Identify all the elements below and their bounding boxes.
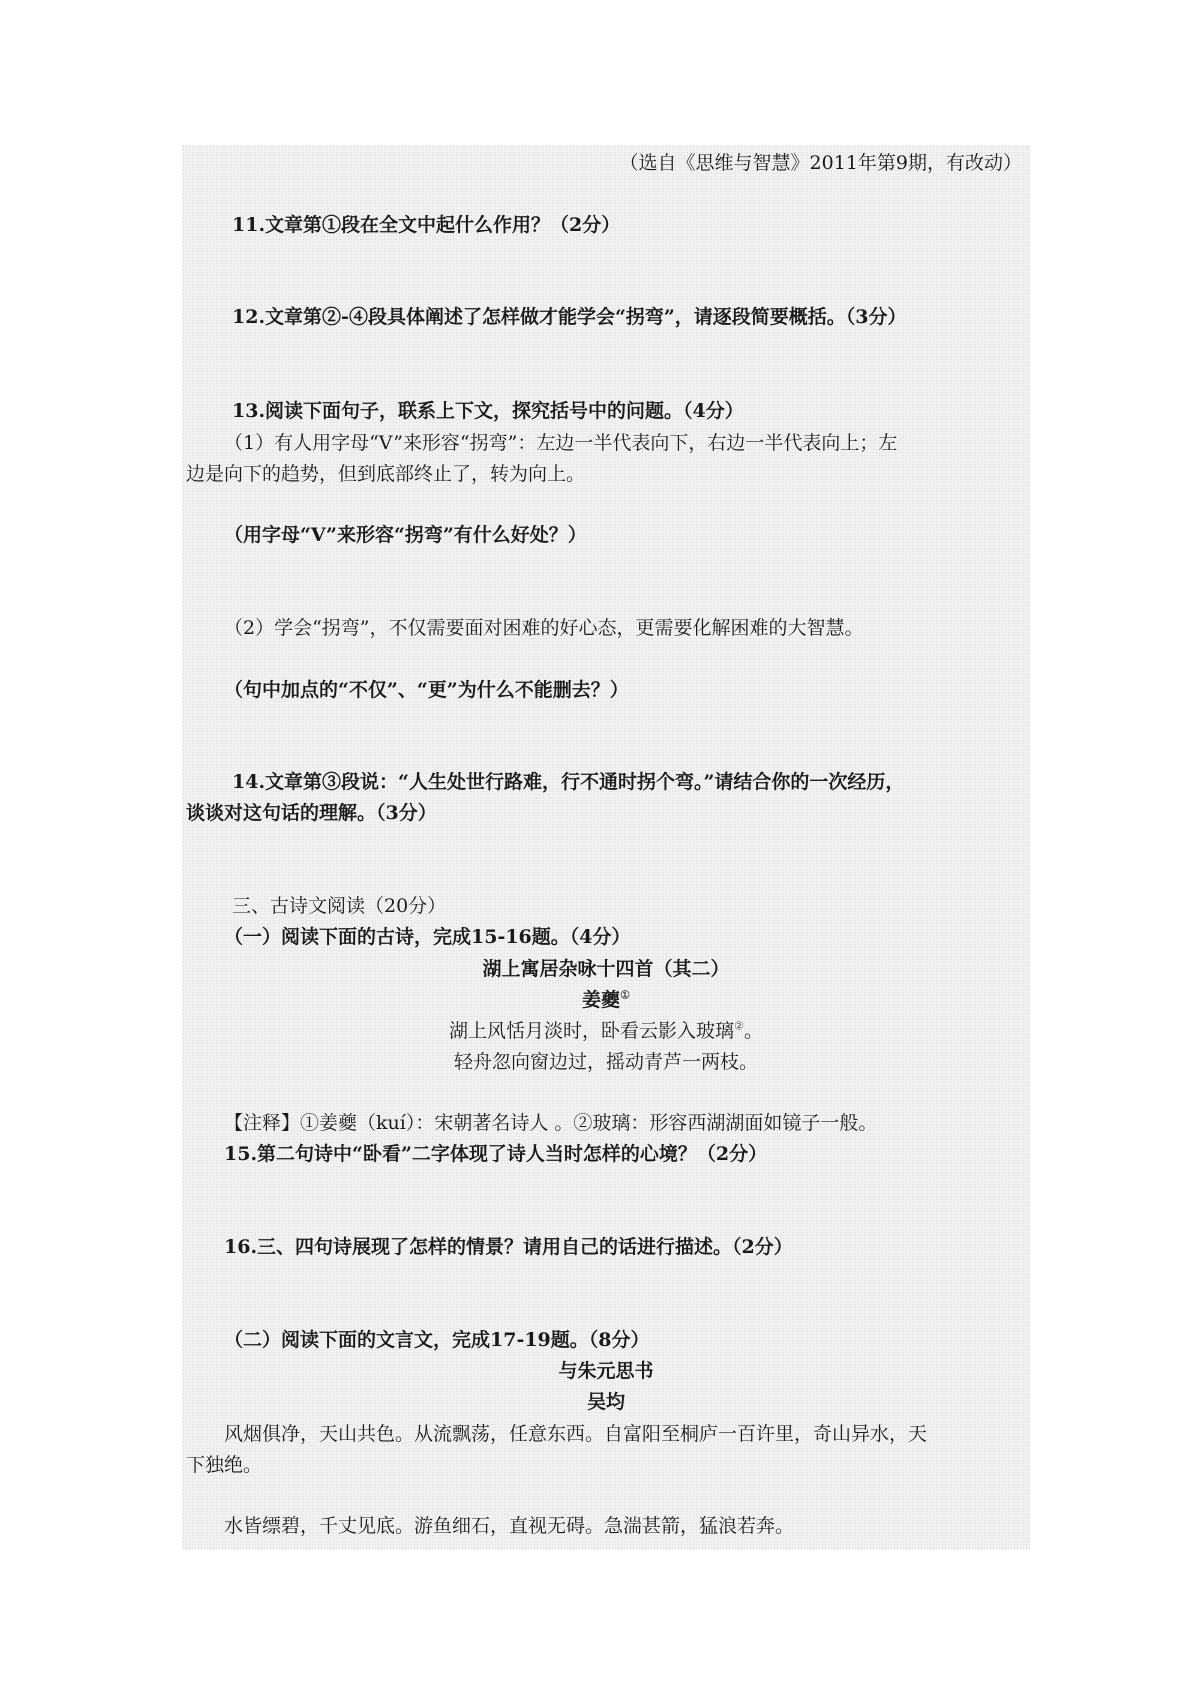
question-13-1-prompt: （用字母“V”来形容“拐弯”有什么好处？） [224, 524, 587, 546]
question-15: 15.第二句诗中“卧看”二字体现了诗人当时怎样的心境？（2分） [224, 1143, 768, 1165]
question-13-2-prompt: （句中加点的“不仅”、“更”为什么不能删去？） [224, 679, 629, 701]
question-12: 12.文章第②-④段具体阐述了怎样做才能学会“拐弯”，请逐段简要概括。（3分） [232, 306, 907, 328]
section-3-heading: 三、古诗文阅读（20分） [232, 895, 447, 917]
poem-line-1-end: 。 [743, 1020, 763, 1042]
prose-paragraph-1-line2: 下独绝。 [186, 1454, 263, 1476]
question-13-1-line2: 边是向下的趋势，但到底部终止了，转为向上。 [186, 463, 586, 485]
poem-line-1-note: ② [734, 1019, 744, 1033]
prose-author: 吴均 [586, 1391, 625, 1413]
part-1-heading: （一）阅读下面的古诗，完成15-16题。（4分） [224, 926, 631, 948]
poem-author-line [182, 987, 1030, 1013]
question-14-line1: 14.文章第③段说：“人生处世行路难，行不通时拐个弯。”请结合你的一次经历， [232, 771, 905, 793]
poem-annotation: 【注释】①姜夔（kuí）：宋朝著名诗人 。②玻璃：形容西湖湖面如镜子一般。 [224, 1112, 878, 1134]
question-13: 13.阅读下面句子，联系上下文，探究括号中的问题。（4分） [232, 400, 744, 422]
question-13-2-line: （2）学会“拐弯”，不仅需要面对困难的好心态，更需要化解困难的大智慧。 [224, 617, 864, 639]
prose-paragraph-2: 水皆缥碧，千丈见底。游鱼细石，直视无碍。急湍甚箭，猛浪若奔。 [224, 1515, 795, 1537]
poem-author: 姜夔 [582, 989, 621, 1011]
question-13-1-line1: （1）有人用字母“V”来形容“拐弯”：左边一半代表向下，右边一半代表向上；左 [224, 432, 898, 454]
poem-author-note: ① [620, 988, 630, 1002]
question-11: 11.文章第①段在全文中起什么作用？（2分） [232, 214, 621, 236]
poem-line-1 [182, 1018, 1030, 1044]
question-14-line2: 谈谈对这句话的理解。（3分） [186, 802, 437, 824]
source-note: （选自《思维与智慧》2011年第9期，有改动） [619, 152, 1022, 174]
part-2-heading: （二）阅读下面的文言文，完成17-19题。（8分） [224, 1329, 650, 1351]
prose-paragraph-1-line1: 风烟俱净，天山共色。从流飘荡，任意东西。自富阳至桐庐一百许里，奇山异水，天 [224, 1423, 928, 1445]
question-16: 16.三、四句诗展现了怎样的情景？请用自己的话进行描述。（2分） [224, 1236, 793, 1258]
poem-line-2: 轻舟忽向窗边过，摇动青芦一两枝。 [453, 1051, 758, 1073]
poem-title: 湖上寓居杂咏十四首（其二） [482, 958, 730, 980]
prose-title: 与朱元思书 [558, 1360, 654, 1382]
poem-line-1-text: 湖上风恬月淡时，卧看云影入玻璃 [449, 1020, 735, 1042]
